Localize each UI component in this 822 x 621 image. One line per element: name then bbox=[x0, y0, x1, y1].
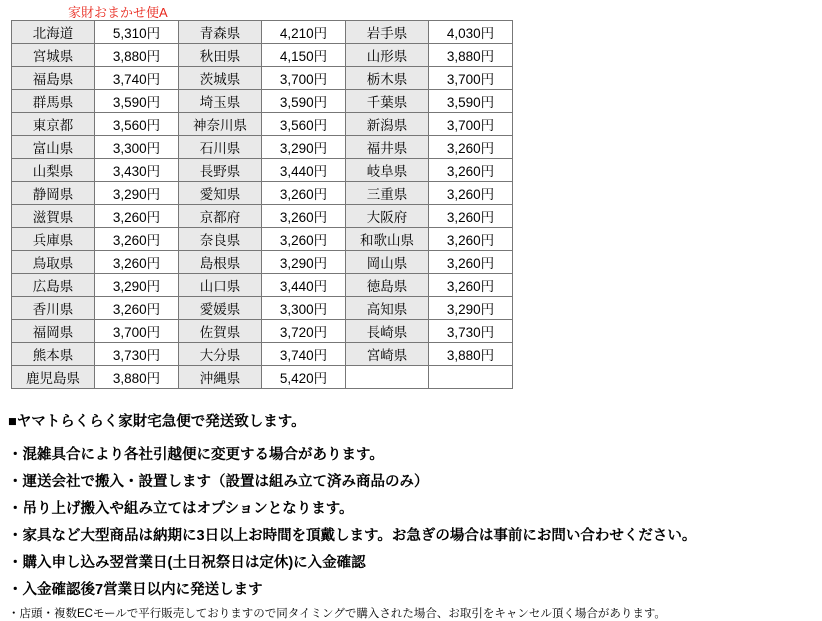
table-row bbox=[12, 297, 513, 320]
price-cell: 3,700円 bbox=[262, 67, 346, 90]
prefecture-cell: 福井県 bbox=[346, 136, 429, 159]
prefecture-cell: 愛媛県 bbox=[179, 297, 262, 320]
price-cell: 3,260円 bbox=[429, 251, 513, 274]
note-line-5: ・購入申し込み翌営業日(土日祝祭日は定休)に入金確認 bbox=[8, 555, 366, 571]
price-cell: 5,420円 bbox=[262, 366, 346, 389]
prefecture-cell: 大阪府 bbox=[346, 205, 429, 228]
table-row bbox=[12, 274, 513, 297]
price-cell: 3,880円 bbox=[95, 366, 179, 389]
price-cell: 3,430円 bbox=[95, 159, 179, 182]
table-row bbox=[12, 44, 513, 67]
notes-heading: ■ヤマトらくらく家財宅急便で発送致します。 bbox=[8, 414, 306, 430]
price-cell: 3,700円 bbox=[95, 320, 179, 343]
price-cell: 3,730円 bbox=[429, 320, 513, 343]
table-row bbox=[12, 21, 513, 44]
prefecture-cell: 青森県 bbox=[179, 21, 262, 44]
prefecture-cell: 埼玉県 bbox=[179, 90, 262, 113]
prefecture-cell: 山形県 bbox=[346, 44, 429, 67]
price-cell: 3,560円 bbox=[95, 113, 179, 136]
table-body bbox=[12, 21, 513, 389]
price-cell: 3,260円 bbox=[95, 251, 179, 274]
prefecture-cell: 佐賀県 bbox=[179, 320, 262, 343]
prefecture-cell: 宮崎県 bbox=[346, 343, 429, 366]
price-cell: 3,720円 bbox=[262, 320, 346, 343]
prefecture-cell: 島根県 bbox=[179, 251, 262, 274]
price-cell: 3,740円 bbox=[95, 67, 179, 90]
price-cell: 3,290円 bbox=[262, 136, 346, 159]
price-cell: 3,260円 bbox=[429, 136, 513, 159]
prefecture-cell: 山口県 bbox=[179, 274, 262, 297]
note-line-6: ・入金確認後7営業日以内に発送します bbox=[8, 582, 263, 598]
price-cell: 3,260円 bbox=[95, 228, 179, 251]
note-line-2: ・運送会社で搬入・設置します（設置は組み立て済み商品のみ） bbox=[8, 474, 429, 490]
prefecture-cell: 鹿児島県 bbox=[12, 366, 95, 389]
prefecture-cell: 茨城県 bbox=[179, 67, 262, 90]
prefecture-cell: 広島県 bbox=[12, 274, 95, 297]
price-cell: 3,700円 bbox=[429, 67, 513, 90]
price-cell: 3,560円 bbox=[262, 113, 346, 136]
prefecture-cell: 三重県 bbox=[346, 182, 429, 205]
price-cell: 3,290円 bbox=[262, 251, 346, 274]
notes-section bbox=[8, 410, 808, 621]
prefecture-cell: 北海道 bbox=[12, 21, 95, 44]
price-cell: 3,590円 bbox=[429, 90, 513, 113]
prefecture-cell: 京都府 bbox=[179, 205, 262, 228]
price-cell: 3,260円 bbox=[262, 228, 346, 251]
table-row bbox=[12, 113, 513, 136]
price-cell: 3,740円 bbox=[262, 343, 346, 366]
prefecture-cell: 岡山県 bbox=[346, 251, 429, 274]
table-row bbox=[12, 251, 513, 274]
prefecture-cell: 福島県 bbox=[12, 67, 95, 90]
empty-cell bbox=[429, 366, 513, 389]
prefecture-cell: 東京都 bbox=[12, 113, 95, 136]
price-cell: 3,590円 bbox=[95, 90, 179, 113]
prefecture-cell: 千葉県 bbox=[346, 90, 429, 113]
prefecture-cell: 大分県 bbox=[179, 343, 262, 366]
prefecture-cell: 兵庫県 bbox=[12, 228, 95, 251]
price-cell: 3,300円 bbox=[95, 136, 179, 159]
prefecture-cell: 秋田県 bbox=[179, 44, 262, 67]
table-row bbox=[12, 343, 513, 366]
table-row bbox=[12, 136, 513, 159]
prefecture-cell: 熊本県 bbox=[12, 343, 95, 366]
price-cell: 3,260円 bbox=[429, 159, 513, 182]
table-row bbox=[12, 182, 513, 205]
price-cell: 3,260円 bbox=[429, 182, 513, 205]
price-cell: 3,260円 bbox=[429, 228, 513, 251]
price-cell: 4,030円 bbox=[429, 21, 513, 44]
table-row bbox=[12, 67, 513, 90]
price-cell: 5,310円 bbox=[95, 21, 179, 44]
prefecture-cell: 群馬県 bbox=[12, 90, 95, 113]
note-line-1: ・混雑具合により各社引越便に変更する場合があります。 bbox=[8, 447, 384, 463]
table-row bbox=[12, 90, 513, 113]
prefecture-cell: 新潟県 bbox=[346, 113, 429, 136]
note-line-3: ・吊り上げ搬入や組み立てはオプションとなります。 bbox=[8, 501, 354, 517]
prefecture-cell: 徳島県 bbox=[346, 274, 429, 297]
empty-cell bbox=[346, 366, 429, 389]
prefecture-cell: 石川県 bbox=[179, 136, 262, 159]
prefecture-cell: 栃木県 bbox=[346, 67, 429, 90]
note-fine-print: ・店頭・複数ECモールで平行販売しておりますので同タイミングで購入された場合、お取引をキャンセル頂く場合があります。 bbox=[8, 608, 666, 620]
prefecture-cell: 沖縄県 bbox=[179, 366, 262, 389]
prefecture-cell: 奈良県 bbox=[179, 228, 262, 251]
price-cell: 3,880円 bbox=[429, 343, 513, 366]
table-row bbox=[12, 228, 513, 251]
prefecture-cell: 宮城県 bbox=[12, 44, 95, 67]
prefecture-cell: 岐阜県 bbox=[346, 159, 429, 182]
price-cell: 3,260円 bbox=[95, 297, 179, 320]
prefecture-cell: 高知県 bbox=[346, 297, 429, 320]
price-cell: 3,290円 bbox=[95, 182, 179, 205]
price-cell: 3,260円 bbox=[262, 205, 346, 228]
page-title: 家財おまかせ便A bbox=[68, 5, 168, 20]
prefecture-cell: 長野県 bbox=[179, 159, 262, 182]
price-cell: 3,290円 bbox=[429, 297, 513, 320]
prefecture-cell: 鳥取県 bbox=[12, 251, 95, 274]
prefecture-cell: 和歌山県 bbox=[346, 228, 429, 251]
price-cell: 3,700円 bbox=[429, 113, 513, 136]
price-cell: 3,260円 bbox=[429, 274, 513, 297]
prefecture-cell: 静岡県 bbox=[12, 182, 95, 205]
price-cell: 3,730円 bbox=[95, 343, 179, 366]
table-row bbox=[12, 205, 513, 228]
price-cell: 3,440円 bbox=[262, 274, 346, 297]
prefecture-cell: 岩手県 bbox=[346, 21, 429, 44]
prefecture-cell: 富山県 bbox=[12, 136, 95, 159]
note-line-4: ・家具など大型商品は納期に3日以上お時間を頂戴します。お急ぎの場合は事前にお問い合わせください。 bbox=[8, 528, 697, 544]
prefecture-cell: 滋賀県 bbox=[12, 205, 95, 228]
price-cell: 3,260円 bbox=[429, 205, 513, 228]
table-row bbox=[12, 366, 513, 389]
price-cell: 3,260円 bbox=[95, 205, 179, 228]
table-row bbox=[12, 320, 513, 343]
shipping-fee-table bbox=[11, 20, 513, 389]
price-cell: 3,260円 bbox=[262, 182, 346, 205]
price-cell: 3,590円 bbox=[262, 90, 346, 113]
price-cell: 4,210円 bbox=[262, 21, 346, 44]
prefecture-cell: 山梨県 bbox=[12, 159, 95, 182]
prefecture-cell: 福岡県 bbox=[12, 320, 95, 343]
prefecture-cell: 長崎県 bbox=[346, 320, 429, 343]
prefecture-cell: 愛知県 bbox=[179, 182, 262, 205]
price-cell: 4,150円 bbox=[262, 44, 346, 67]
table-row bbox=[12, 159, 513, 182]
prefecture-cell: 神奈川県 bbox=[179, 113, 262, 136]
price-cell: 3,880円 bbox=[429, 44, 513, 67]
price-cell: 3,880円 bbox=[95, 44, 179, 67]
price-cell: 3,440円 bbox=[262, 159, 346, 182]
prefecture-cell: 香川県 bbox=[12, 297, 95, 320]
price-cell: 3,300円 bbox=[262, 297, 346, 320]
price-cell: 3,290円 bbox=[95, 274, 179, 297]
